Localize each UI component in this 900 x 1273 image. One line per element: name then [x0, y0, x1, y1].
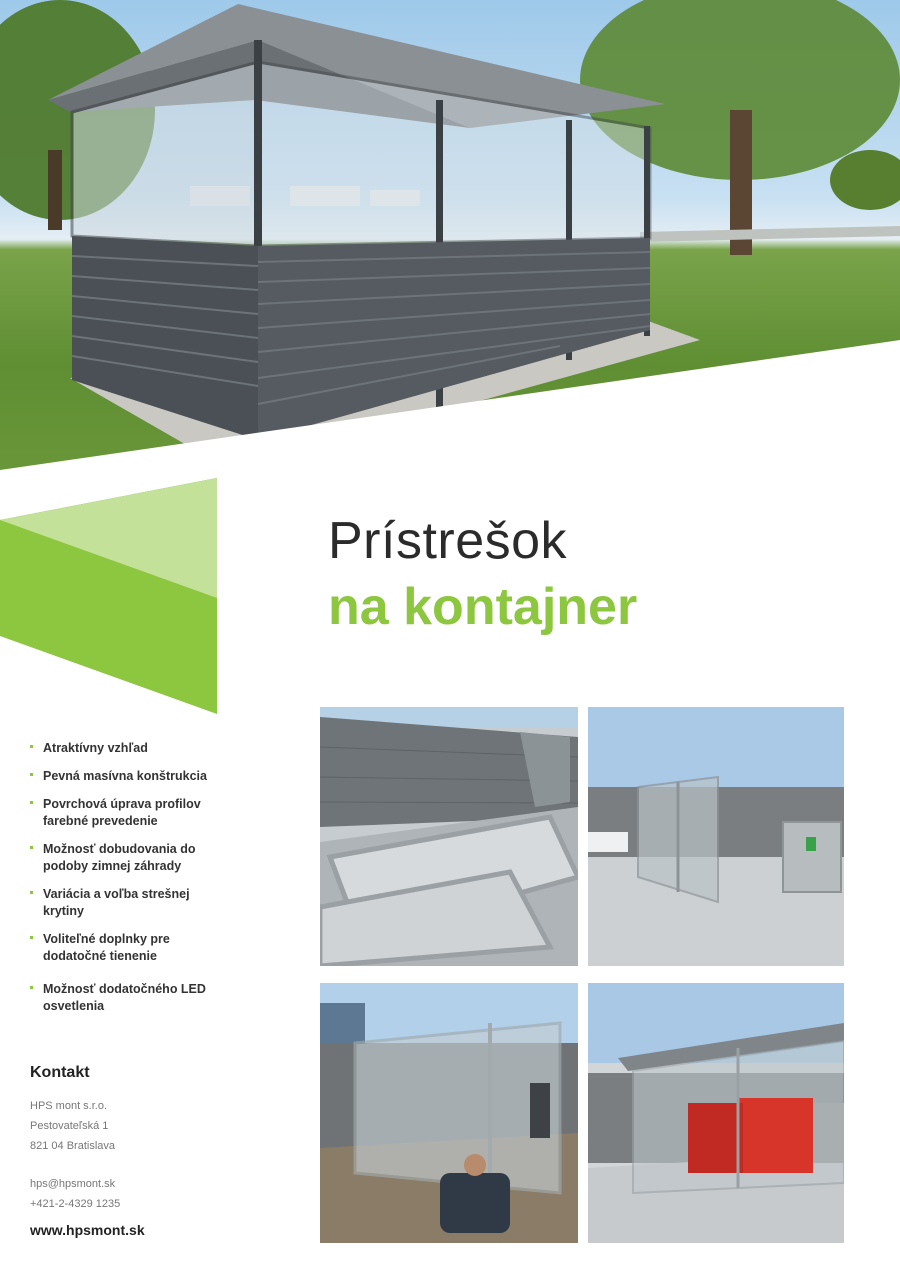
title-line-1: Prístrešok — [328, 512, 568, 570]
feature-item: Povrchová úprava profilov farebné prevedenie — [30, 796, 230, 830]
photo-mesh-panels — [320, 707, 578, 966]
title-line-2: na kontajner — [328, 578, 638, 636]
photo-enclosure-red-bins — [588, 983, 844, 1243]
contact-email[interactable]: hps@hpsmont.sk — [30, 1178, 116, 1190]
contact-company: HPS mont s.r.o. — [30, 1100, 108, 1112]
feature-item: Voliteľné doplnky pre dodatočné tienenie — [30, 931, 230, 965]
photo-enclosure-green-bin — [588, 707, 844, 966]
photo-installation-workers — [320, 983, 578, 1243]
contact-city: 821 04 Bratislava — [30, 1140, 115, 1152]
contact-street: Pestovateľská 1 — [30, 1120, 109, 1132]
contact-phone[interactable]: +421-2-4329 1235 — [30, 1198, 121, 1210]
feature-item: Pevná masívna konštrukcia — [30, 768, 230, 785]
feature-item: Možnosť dodatočného LED osvetlenia — [30, 981, 230, 1015]
contact-block — [30, 1064, 270, 1214]
website-link[interactable]: www.hpsmont.sk — [30, 1222, 145, 1238]
page-title — [328, 508, 637, 640]
feature-item: Atraktívny vzhľad — [30, 740, 230, 757]
contact-heading: Kontakt — [30, 1064, 90, 1081]
feature-item: Variácia a voľba strešnej krytiny — [30, 886, 230, 920]
feature-list — [30, 740, 230, 1026]
feature-item: Možnosť dobudovania do podoby zimnej záhrady — [30, 841, 230, 875]
